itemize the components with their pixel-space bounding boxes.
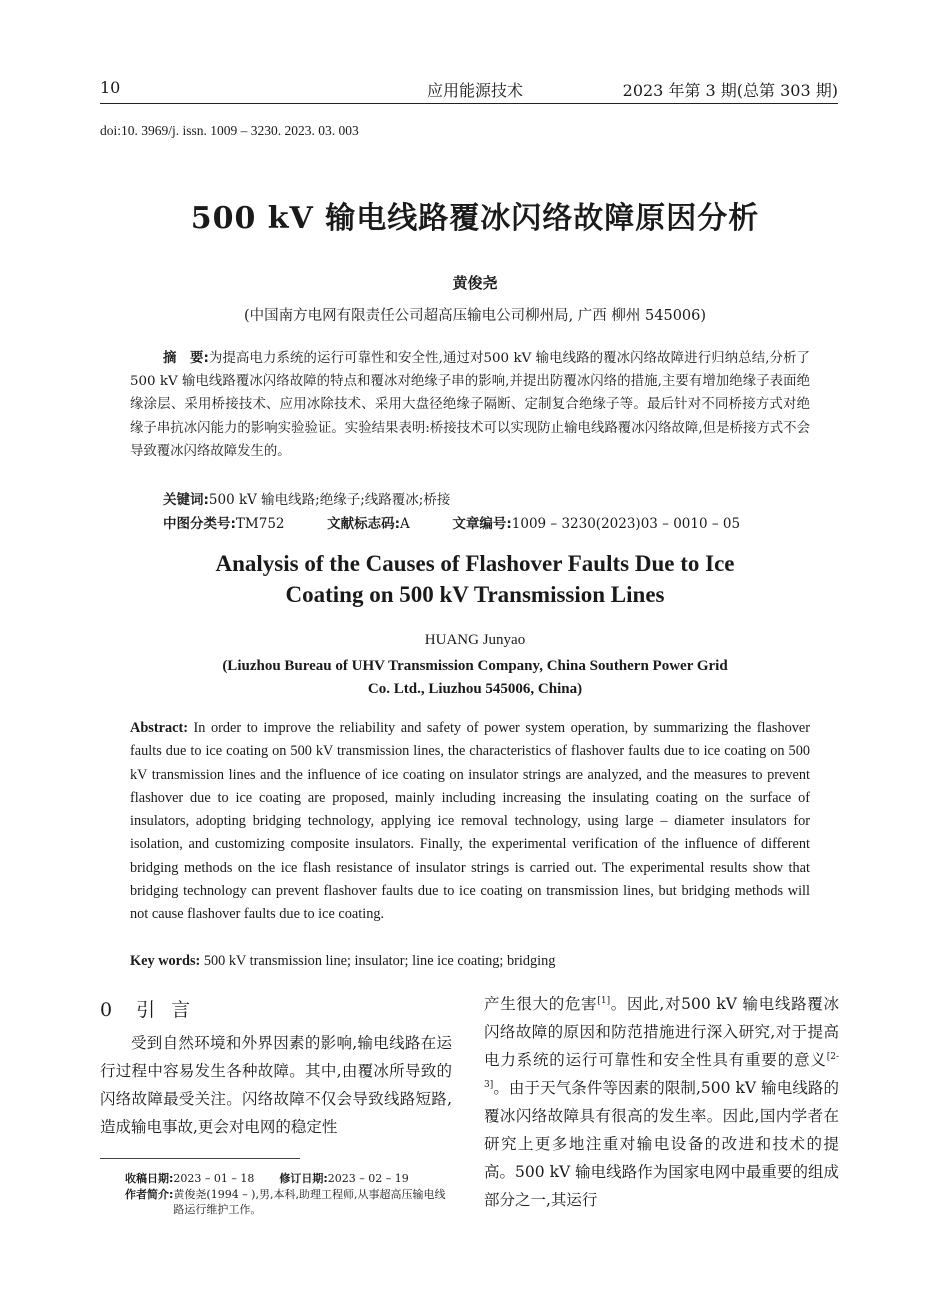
footnote-rule <box>100 1158 300 1159</box>
revised-label: 修订日期: <box>279 1172 328 1185</box>
author-english: HUANG Junyao <box>424 632 526 648</box>
title-chinese: 500 kV 输电线路覆冰闪络故障原因分析 <box>190 201 760 236</box>
keywords-chinese <box>163 488 450 508</box>
bio-text: 黄俊尧(1994 – ),男,本科,助理工程师,从事超高压输电线路运行维护工作。 <box>173 1188 446 1216</box>
body-right-text-1: 产生很大的危害 <box>484 995 598 1013</box>
article-number-value: 1009 – 3230(2023)03 – 0010 – 05 <box>511 516 741 532</box>
clc-label: 中图分类号: <box>163 516 236 532</box>
bio-label: 作者简介: <box>125 1188 174 1201</box>
abstract-english-label: Abstract: <box>130 720 188 736</box>
affiliation-english-line2: Co. Ltd., Liuzhou 545006, China) <box>367 681 583 697</box>
keywords-chinese-text: 500 kV 输电线路;绝缘子;线路覆冰;桥接 <box>208 492 451 508</box>
title-english <box>0 548 950 610</box>
footnote-author-bio <box>125 1187 455 1217</box>
citation-2-3: [2-3] <box>484 1052 839 1090</box>
keywords-english-label: Key words: <box>130 953 201 969</box>
abstract-english <box>130 717 810 927</box>
abstract-chinese-label: 摘 要: <box>163 351 209 366</box>
body-right-text-2: 。因此,对500 kV 输电线路覆冰闪络故障的原因和防范措施进行深入研究,对于提高电力系统的运行可靠性和安全性具有重要的意义 <box>484 995 839 1069</box>
section-title: 引言 <box>136 999 207 1021</box>
clc-value: TM752 <box>235 516 285 532</box>
article-number-label: 文章编号: <box>452 516 512 532</box>
author-chinese: 黄俊尧 <box>452 274 498 292</box>
doc-code-label: 文献标志码: <box>327 516 401 532</box>
abstract-chinese <box>130 347 810 463</box>
received-label: 收稿日期: <box>125 1172 174 1185</box>
header-rule <box>100 103 838 104</box>
abstract-chinese-text: 为提高电力系统的运行可靠性和安全性,通过对500 kV 输电线路的覆冰闪络故障进行归纳总结,分析了 500 kV 输电线路覆冰闪络故障的特点和覆冰对绝缘子串的影响,并提出防覆冰闪络的措施,主要有增加绝缘子表面绝缘涂层、采用桥接技术、应用冰除技术、采用大盘径绝缘子隔断、定制复合绝缘子等。最后针对不同桥接方式对绝缘子串抗冰闪能力的影响实验验证。实验结果表明:桥接技术可以实现防止输电线路覆冰闪络故障,但是桥接方式不会导致覆冰闪络故障发生的。 <box>130 351 811 459</box>
affiliation-chinese: (中国南方电网有限责任公司超高压输电公司柳州局, 广西 柳州 545006) <box>243 308 707 324</box>
keywords-chinese-label: 关键词: <box>163 492 209 508</box>
affiliation-english-line1: (Liuzhou Bureau of UHV Transmission Company, China Southern Power Grid <box>222 658 728 674</box>
body-right-column <box>484 990 839 1214</box>
citation-1: [1] <box>597 996 611 1006</box>
abstract-english-text: In order to improve the reliability and safety of power system operation, by summarizing the flashover faults due to ice coating on 500 kV transmission lines, the characteristics of flashover faults due to ice coating on 500 kV transmission lines and the influence of ice coating on insulator strings are analyzed, and the measures to prevent flashover due to ice coating are proposed, mainly including increasing the insulating coating on the surface of insulators, adopting bridging technology, applying ice removal technology, using large – diameter insulators for isolation, and customizing composite insulators. Finally, the experimental verification of the influence of different bridging methods on the ice flash resistance of insulator strings is carried out. The experimental results show that bridging technology can prevent flashover faults due to ice coating on transmission lines, but bridging methods will not cause flashover faults due to ice coating. <box>130 720 810 923</box>
received-date: 2023 – 01 – 18 <box>173 1172 255 1185</box>
doi: doi:10. 3969/j. issn. 1009 – 3230. 2023. 03. 003 <box>100 123 359 138</box>
body-left-column: 受到自然环境和外界因素的影响,输电线路在运行过程中容易发生各种故障。其中,由覆冰所导致的闪络故障最受关注。闪络故障不仅会导致线路短路,造成输电事故,更会对电网的稳定性 <box>100 1034 452 1136</box>
keywords-english-text: 500 kV transmission line; insulator; line ice coating; bridging <box>203 953 556 969</box>
section-heading <box>100 995 206 1022</box>
title-english-line2: Coating on 500 kV Transmission Lines <box>285 582 665 607</box>
issue-info: 2023 年第 3 期(总第 303 期) <box>622 81 838 100</box>
revised-date: 2023 – 02 – 19 <box>327 1172 409 1185</box>
keywords-english <box>130 953 555 970</box>
journal-name: 应用能源技术 <box>426 81 523 100</box>
section-number: 0 <box>100 999 113 1021</box>
affiliation-english <box>0 655 950 701</box>
page-number: 10 <box>100 78 121 97</box>
classification-line <box>163 512 740 532</box>
footnote-dates <box>125 1171 409 1186</box>
title-english-line1: Analysis of the Causes of Flashover Faults Due to Ice <box>215 551 735 576</box>
body-right-text-3: 。由于天气条件等因素的限制,500 kV 输电线路的覆冰闪络故障具有很高的发生率。因此,国内学者在研究上更多地注重对输电设备的改进和技术的提高。500 kV 输电线路作为国家电网中最重要的组成部分之一,其运行 <box>484 1079 839 1209</box>
doc-code-value: A <box>400 516 410 532</box>
